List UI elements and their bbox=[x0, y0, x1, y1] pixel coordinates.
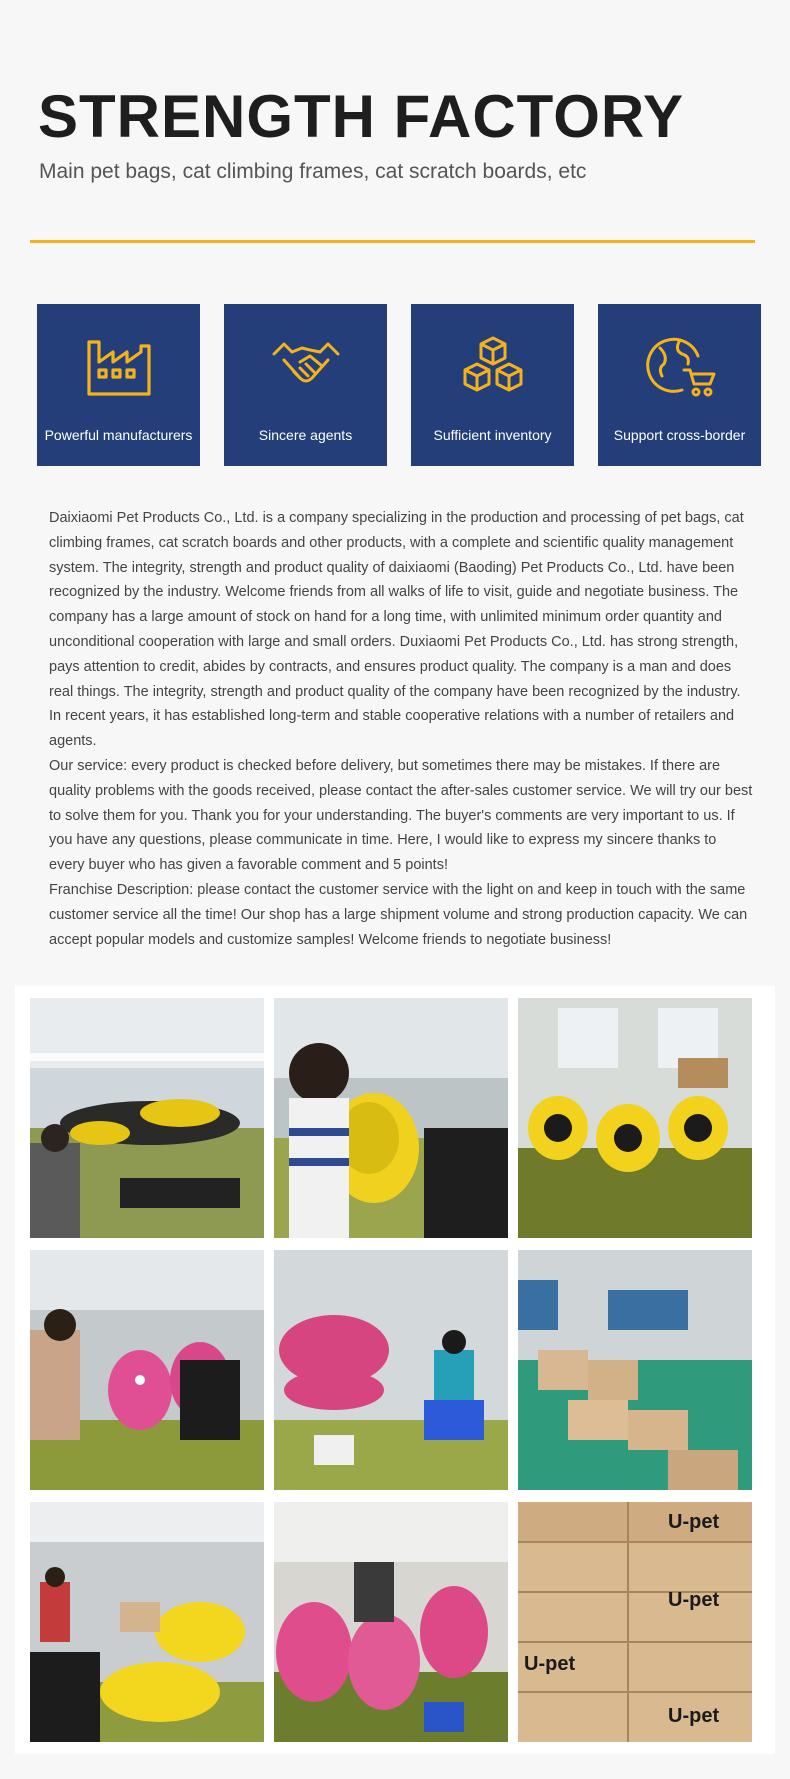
box-print: U-pet bbox=[668, 1589, 720, 1611]
factory-photo bbox=[30, 998, 264, 1238]
handshake-icon bbox=[270, 334, 342, 398]
feature-card-manufacturers bbox=[37, 304, 200, 466]
feature-card-agents bbox=[224, 304, 387, 466]
page-subtitle: Main pet bags, cat climbing frames, cat scratch boards, etc bbox=[39, 160, 587, 183]
factory-photo bbox=[518, 998, 752, 1238]
page-title: STRENGTH FACTORY bbox=[38, 83, 685, 150]
feature-card-cross-border bbox=[598, 304, 761, 466]
factory-photo bbox=[518, 1502, 752, 1742]
box-print: U-pet bbox=[524, 1653, 576, 1675]
factory-photo bbox=[274, 1250, 508, 1490]
feature-label: Support cross-border bbox=[613, 427, 746, 443]
factory-photo bbox=[30, 1502, 264, 1742]
service-paragraph: Our service: every product is checked before delivery, but sometimes there may be mistakes. If there are quality problems with the goods received, please contact the after-sales customer service. We will try our best to solve them for you. Thank you for your understanding. The buyer's comments are very important to us. If you have any questions, please communicate in time. Here, I would like to express my sincere thanks to every buyer who has given a favorable comment and 5 points! bbox=[49, 757, 753, 874]
box-print: U-pet bbox=[668, 1511, 720, 1533]
company-intro-paragraph: Daixiaomi Pet Products Co., Ltd. is a company specializing in the production and processing of pet bags, cat climbing frames, cat scratch boards and other products, with a complete and scientific quality management system. The integrity, strength and product quality of daixiaomi (Baoding) Pet Products Co., Ltd. have been recognized by the industry. Welcome friends from all walks of life to visit, guide and negotiate business. The company has a large amount of stock on hand for a long time, with unlimited minimum order quantity and unconditional cooperation with large and small orders. Duxiaomi Pet Products Co., Ltd. has strong strength, pays attention to credit, abides by contracts, and ensures product quality. The company is a man and does real things. The integrity, strength and product quality of the company have been recognized by the industry. In recent years, it has established long-term and stable cooperative relations with a number of retailers and agents. bbox=[49, 510, 744, 750]
accent-divider bbox=[30, 240, 755, 243]
feature-label: Sufficient inventory bbox=[433, 427, 552, 443]
factory-photo-gallery bbox=[15, 986, 775, 1754]
box-print: U-pet bbox=[668, 1705, 720, 1727]
feature-label: Sincere agents bbox=[258, 427, 353, 443]
factory-photo bbox=[518, 1250, 752, 1490]
factory-photo bbox=[274, 1502, 508, 1742]
globe-cart-icon bbox=[644, 334, 716, 398]
company-description bbox=[49, 506, 755, 952]
franchise-paragraph: Franchise Description: please contact the customer service with the light on and keep in touch with the same customer service all the time! Our shop has a large shipment volume and strong production capacity. We can accept popular models and customize samples! Welcome friends to negotiate business! bbox=[49, 881, 748, 948]
boxes-icon bbox=[457, 334, 529, 398]
factory-icon bbox=[83, 334, 155, 398]
feature-label: Powerful manufacturers bbox=[44, 427, 193, 443]
feature-row bbox=[37, 304, 761, 466]
factory-photo bbox=[30, 1250, 264, 1490]
feature-card-inventory bbox=[411, 304, 574, 466]
factory-photo bbox=[274, 998, 508, 1238]
